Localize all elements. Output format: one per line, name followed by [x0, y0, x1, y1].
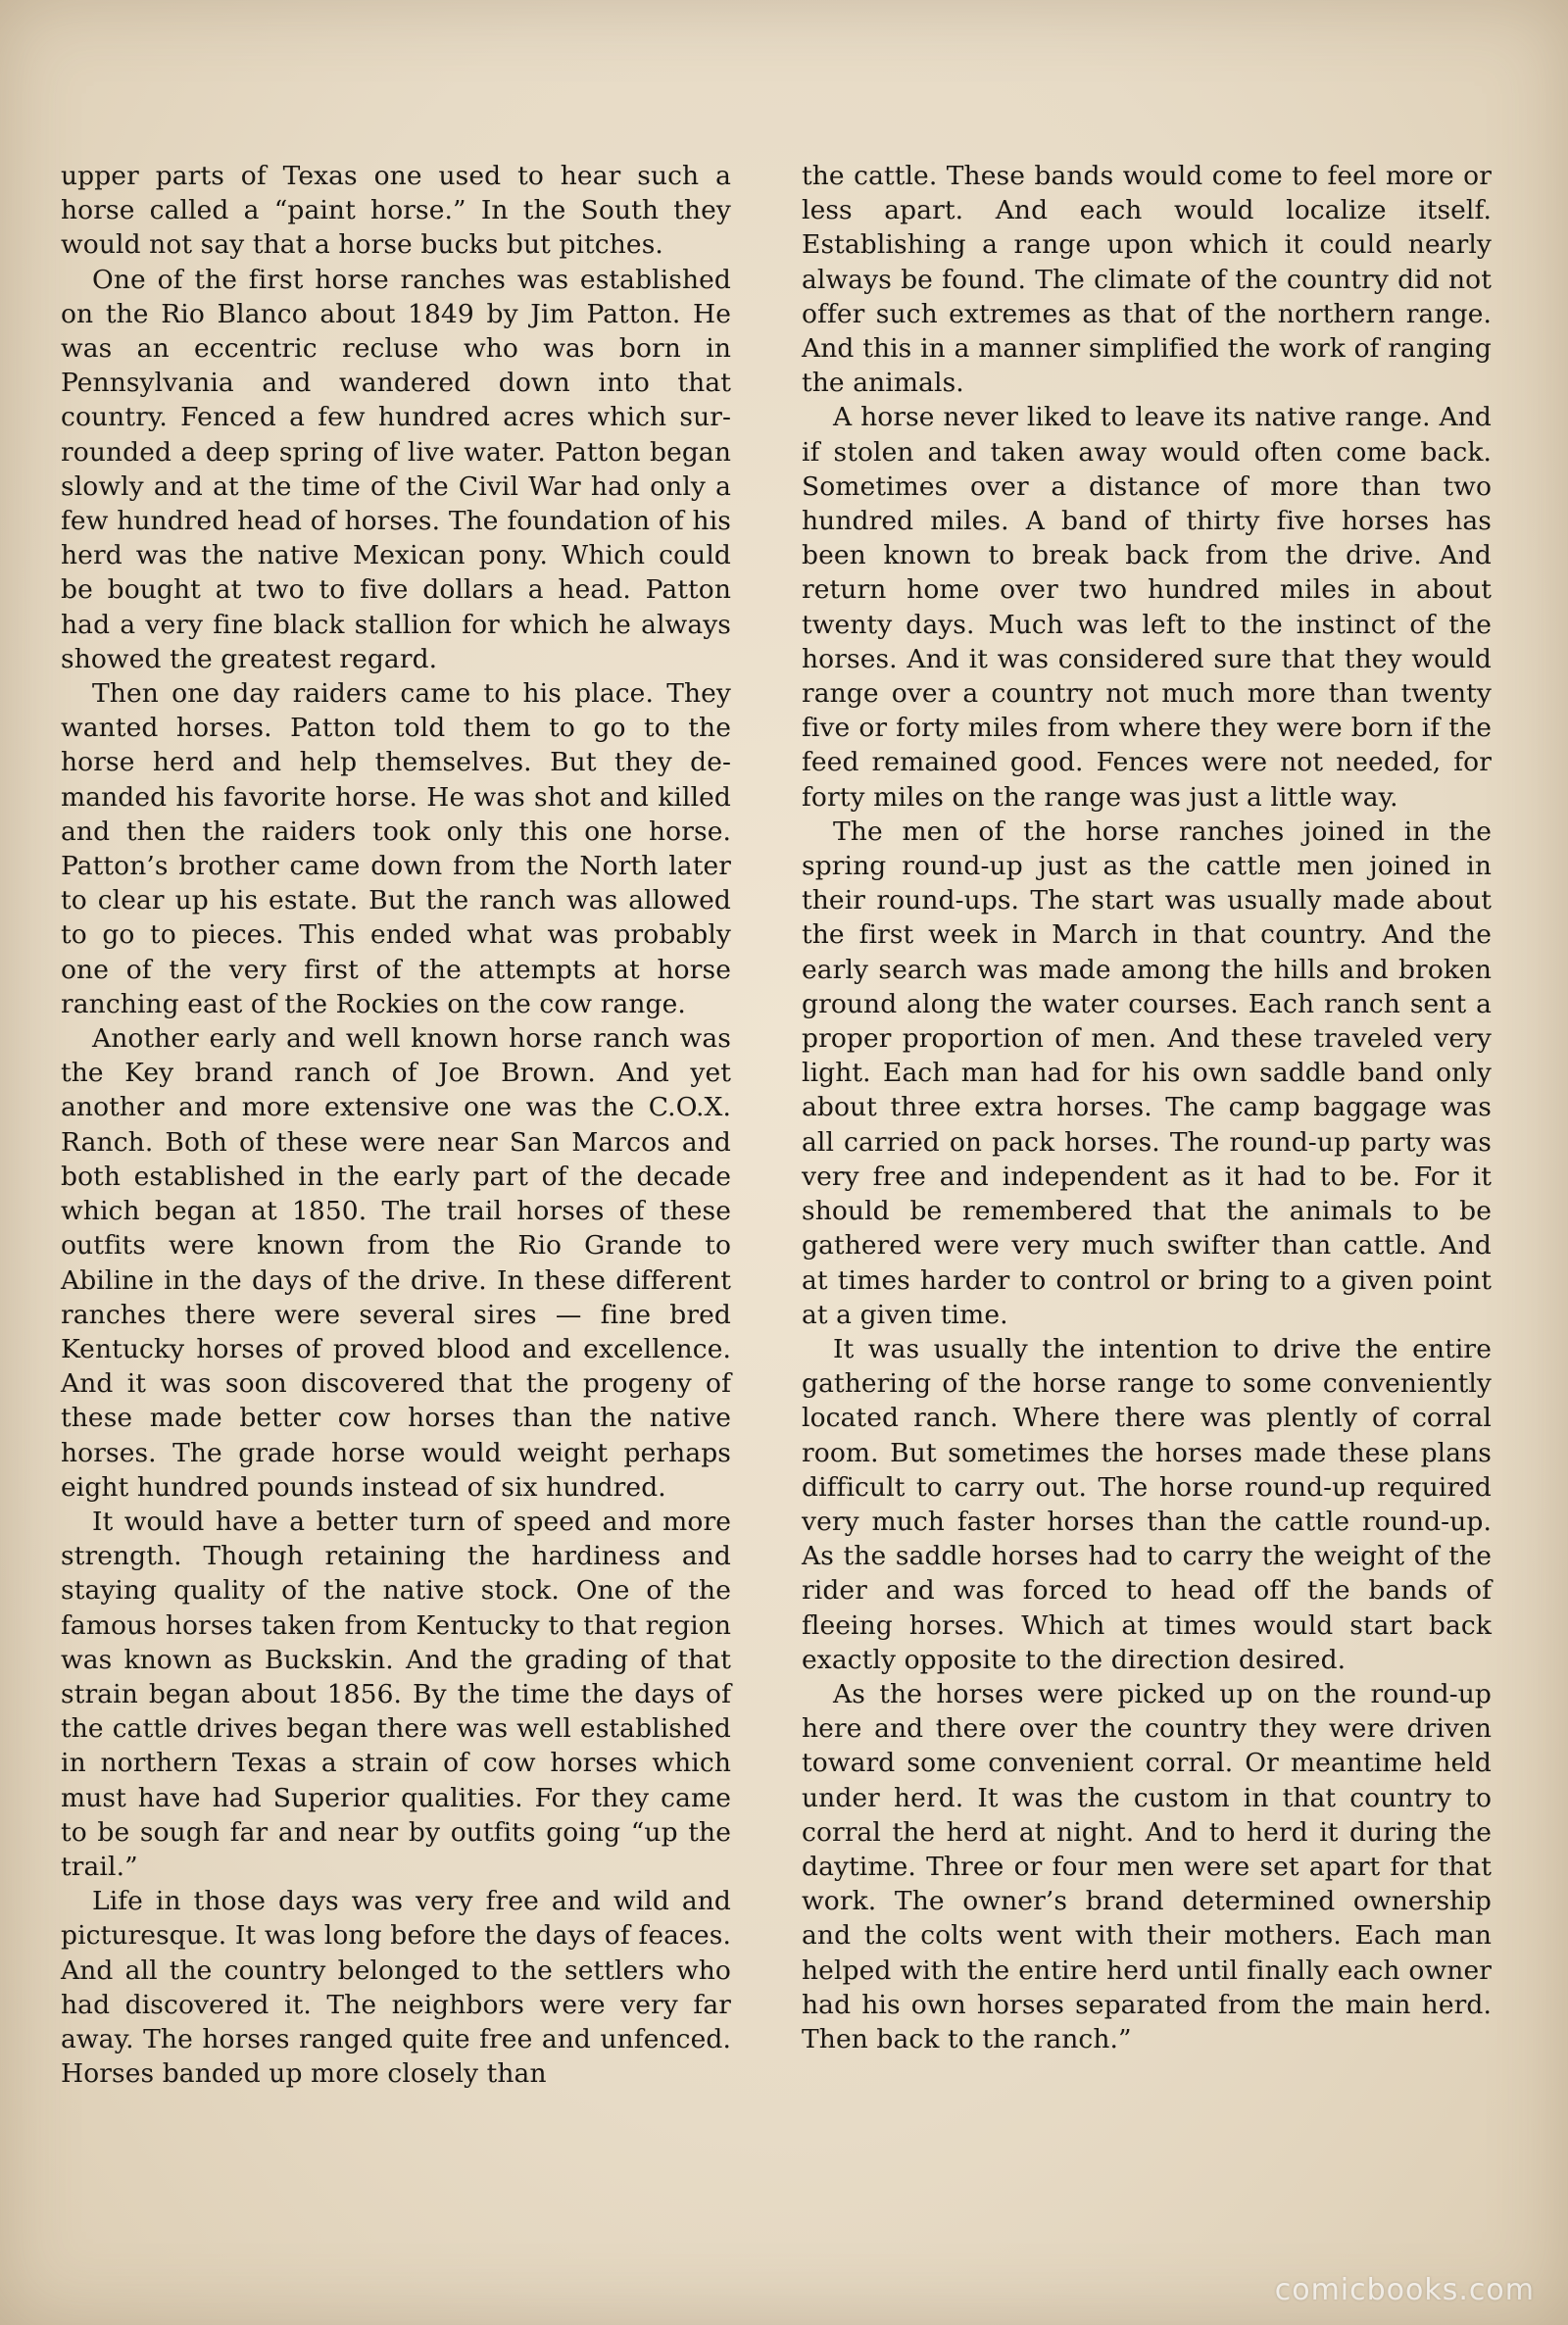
paragraph: Another early and well known horse ranch was the Key brand ranch of Joe Brown. And yet another and more extensive one was the C.O.X. Ranch. Both of these were near San Marcos and both established in the early part of the decade which began at 1850. The trail horses of these outfits were known from the Rio Grande to Abiline in the days of the drive. In these different ranches there were several sires — fine bred Kentucky horses of proved blood and excellence. And it was soon discovered that the progeny of these made better cow horses than the native horses. The grade horse would weight perhaps eight hundred pounds instead of six hundred.: [61, 1023, 731, 1503]
paragraph: Life in those days was very free and wild and picturesque. It was long before the days of feaces. And all the country belonged to the settlers who had discovered it. The neighbors were very far away. The horses ranged quite free and unfenced. Horses banded up more closely than: [61, 1886, 731, 2090]
paragraph: the cattle. These bands would come to feel more or less apart. And each would localize itself. Establishing a range upon which it could nearly always be found. The climate of the country did not offer such extremes as that of the northern range. And this in a manner simplified the work of ranging the animals.: [802, 161, 1492, 399]
paragraph: It would have a better turn of speed and more strength. Though retaining the hardiness and staying quality of the native stock. One of the famous horses taken from Kentucky to that region was known as Buckskin. And the grading of that strain began about 1856. By the time the days of the cattle drives began there was well established in northern Texas a strain of cow horses which must have had Superior qualities. For they came to be sough far and near by outfits going “up the trail.”: [61, 1506, 731, 1882]
paragraph: Then one day raiders came to his place. They wanted horses. Patton told them to go to the horse herd and help themselves. But they demanded his favorite horse. He was shot and killed and then the raiders took only this one horse. Patton’s brother came down from the North later to clear up his estate. But the ranch was allowed to go to pieces. This ended what was probably one of the very first of the attempts at horse ranching east of the Rockies on the cow range.: [61, 678, 731, 1019]
paragraph: upper parts of Texas one used to hear such a horse called a “paint horse.” In the South they would not say that a horse bucks but pitches.: [61, 161, 731, 261]
paragraph: The men of the horse ranches joined in the spring round-up just as the cattle men joined in their round-ups. The start was usually made about the first week in March in that country. And the early search was made among the hills and broken ground along the water courses. Each ranch sent a proper proportion of men. And these traveled very light. Each man had for his own saddle band only about three extra horses. The camp baggage was all carried on pack horses. The round-up party was very free and independent as it had to be. For it should be remembered that the animals to be gathered were very much swifter than cattle. And at times harder to control or bring to a given point at a given time.: [802, 816, 1492, 1330]
paragraph: A horse never liked to leave its native range. And if stolen and taken away would often come back. Sometimes over a distance of more than two hundred miles. A band of thirty five horses has been known to break back from the drive. And return home over two hundred miles in about twenty days. Much was left to the instinct of the horses. And it was considered sure that they would range over a country not much more than twenty five or forty miles from where they were born if the feed remained good. Fences were not needed, for forty miles on the range was just a little way.: [802, 402, 1492, 813]
paragraph: One of the first horse ranches was established on the Rio Blanco about 1849 by Jim Patton. He was an eccentric recluse who was born in Pennsylvania and wandered down into that country. Fenced a few hundred acres which surrounded a deep spring of live water. Patton began slowly and at the time of the Civil War had only a few hundred head of horses. The foundation of his herd was the native Mexican pony. Which could be bought at two to five dollars a head. Patton had a very fine black stallion for which he always showed the greatest regard.: [61, 264, 731, 674]
paragraph: As the horses were picked up on the round-up here and there over the country they were driven toward some convenient corral. Or meantime held under herd. It was the custom in that country to corral the herd at night. And to herd it during the daytime. Three or four men were set apart for that work. The owner’s brand determined ownership and the colts went with their mothers. Each man helped with the entire herd until finally each owner had his own horses separated from the main herd. Then back to the ranch.”: [802, 1678, 1492, 2054]
right-text-column: [802, 159, 1492, 2056]
left-text-column: [61, 159, 731, 2091]
paragraph: It was usually the intention to drive the entire gathering of the horse range to some conveniently located ranch. Where there was plently of corral room. But sometimes the horses made these plans difficult to carry out. The horse round-up required very much faster horses than the cattle round-up. As the saddle horses had to carry the weight of the rider and was forced to head off the bands of fleeing horses. Which at times would start back exactly opposite to the direction desired.: [802, 1333, 1492, 1675]
watermark: comicbooks.com: [1274, 2273, 1535, 2307]
